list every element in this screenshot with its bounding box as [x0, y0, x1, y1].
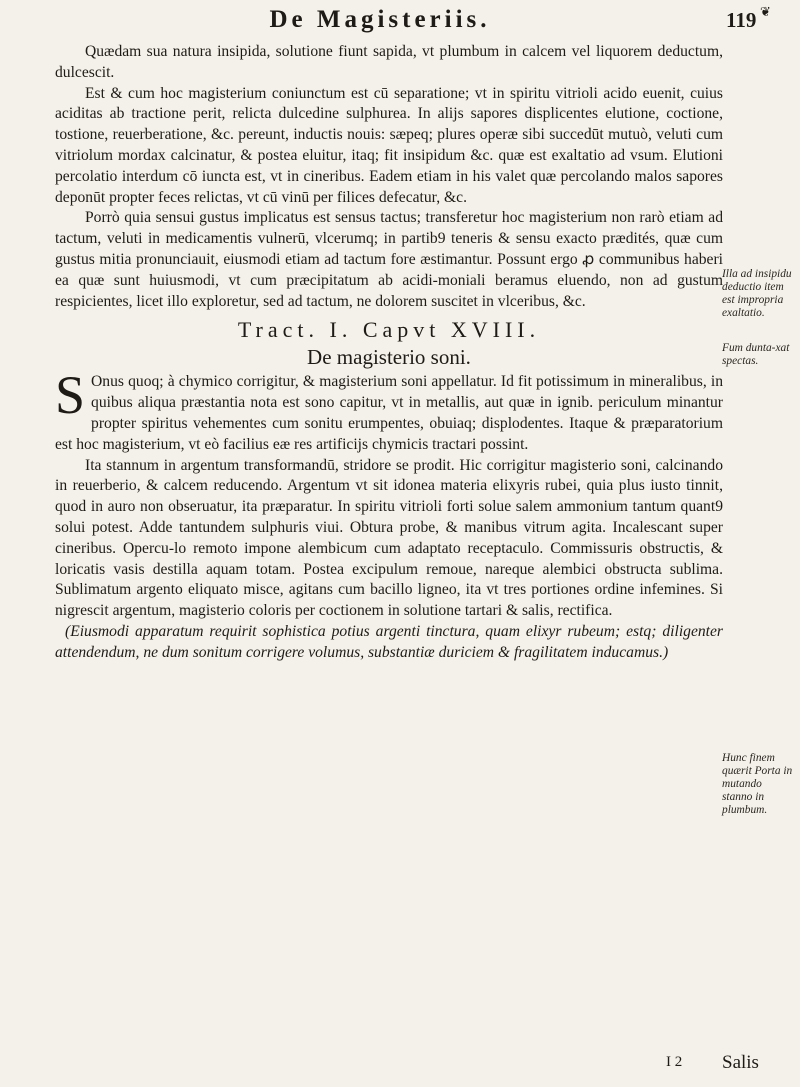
- signature-mark: I 2: [666, 1054, 683, 1070]
- section-title: De magisterio soni.: [307, 345, 471, 370]
- paragraph-5: Ita stannum in argentum transformandū, stridore se prodit. Hic corrigitur magisterio soni, calcinando in reuerberio, & calcem reducendo. Argentum vt sit idonea materia elixyris rubei, quia plus iusto tinnit, quod in auro non obseruatur, ita præparatur. In spiritu vitrioli forti solue salem ammonium tantum quant9 solui potest. Adde tantundem sulphuris viui. Obtura probe, & manibus vitrum agita. Incalescant super cineribus. Opercu-lo remoto impone alembicum cum adaptato receptaculo. Commissuris obstructis, & loricatis vasis destilla aquam totam. Postea excipulum remoue, nareque alembici obstructa sublima. Sublimatum argento eliquato misce, agitans cum bacillo ligneo, ita vt tres portiones ordine infemines. Si nigrescit argentum, magisterio coloris per coctionem in solutione tartari & salis, rectifica.: [55, 456, 723, 620]
- paragraph-4: [55, 365, 723, 455]
- running-head-title: De Magisteriis.: [269, 6, 491, 33]
- running-head: [0, 4, 800, 40]
- paragraph-1: Quædam sua natura insipida, solutione fiunt sapida, vt plumbum in calcem vel liquorem deductum, dulcescit.: [55, 43, 723, 81]
- paragraph-6: (Eiusmodi apparatum requirit sophistica potius argenti tinctura, quam elixyr rubeum; estq; diligenter attendendum, ne dum sonitum corrigere volumus, substantiæ duriciem & fragilitatem inducamus.): [55, 622, 723, 661]
- margin-note-1: Illa ad insipidu deductio item est impropria exaltatio.: [722, 268, 792, 319]
- drop-capital: S: [55, 365, 86, 426]
- section-heading: [55, 317, 723, 370]
- paragraph-3: Porrò quia sensui gustus implicatus est sensus tactus; transferetur hoc magisterium non rarò etiam ad tactum, veluti in medicamentis vulnerū, vlcerumq; in partib9 teneris & sensu exacto prædités, quæ cum gustus mitia pronunciauit, eiusmodi etiam ad tactum fore æstimantur. Possunt ergo ꝓ communibus haberi ea quæ sunt huiusmodi, vt cum præcipitatum ab acidi-moniali beramus eluendo, non ad gustum respicientes, licet illo exploretur, sed ad tactum, ne dolorem suscitet in vlceribus, &c.: [55, 209, 723, 310]
- catchword: Salis: [722, 1052, 759, 1073]
- body-text: [55, 42, 723, 664]
- page-number: 119: [726, 8, 757, 32]
- paragraph-4-text: Onus quoq; à chymico corrigitur, & magisterium soni appellatur. Id fit potissimum in mineralibus, in quibus aliqua præstantia nota est sono capitur, vt in metallis, aut quæ in ignib. periculum minantur propter spiritus vehementes cum sonitu erumpentes, obuiaq; displodentes. Itaque & præparatorium est hoc magisterium, vt eò facilius eæ res artificijs chymicis tractari possint.: [55, 373, 723, 453]
- section-tract-line: Tract. I. Capvt XVIII.: [237, 317, 541, 343]
- margin-note-2: Fum dunta-xat spectas.: [722, 342, 790, 367]
- margin-note-3: Hunc finem quærit Porta in mutando stanno in plumbum.: [722, 752, 793, 816]
- paragraph-2: Est & cum hoc magisterium coniunctum est cū separatione; vt in spiritu vitrioli acido euenit, cuius aciditas ab tractione perit, relicta dulcedine sulphurea. In alijs sapores displicentes elutione, coctione, tostione, reuerberatione, &c. pereunt, inductis nouis: sæpeq; plures operæ sibi succedūt mutuò, veluti cum vitriolum mordax calcinatur, & postea eluitur, itaq; fit insipidum &c. quæ est exaltatio ad vsum. Elutioni percolatio interdum cō iuncta est, vt in cineribus. Eadem etiam in his valet quæ percolando malos sapores deponūt propter feces relictas, vt cū vinū per filices defecatur, &c.: [55, 84, 723, 206]
- page-footer: [0, 1052, 800, 1078]
- ornament-icon: ❦: [760, 4, 771, 19]
